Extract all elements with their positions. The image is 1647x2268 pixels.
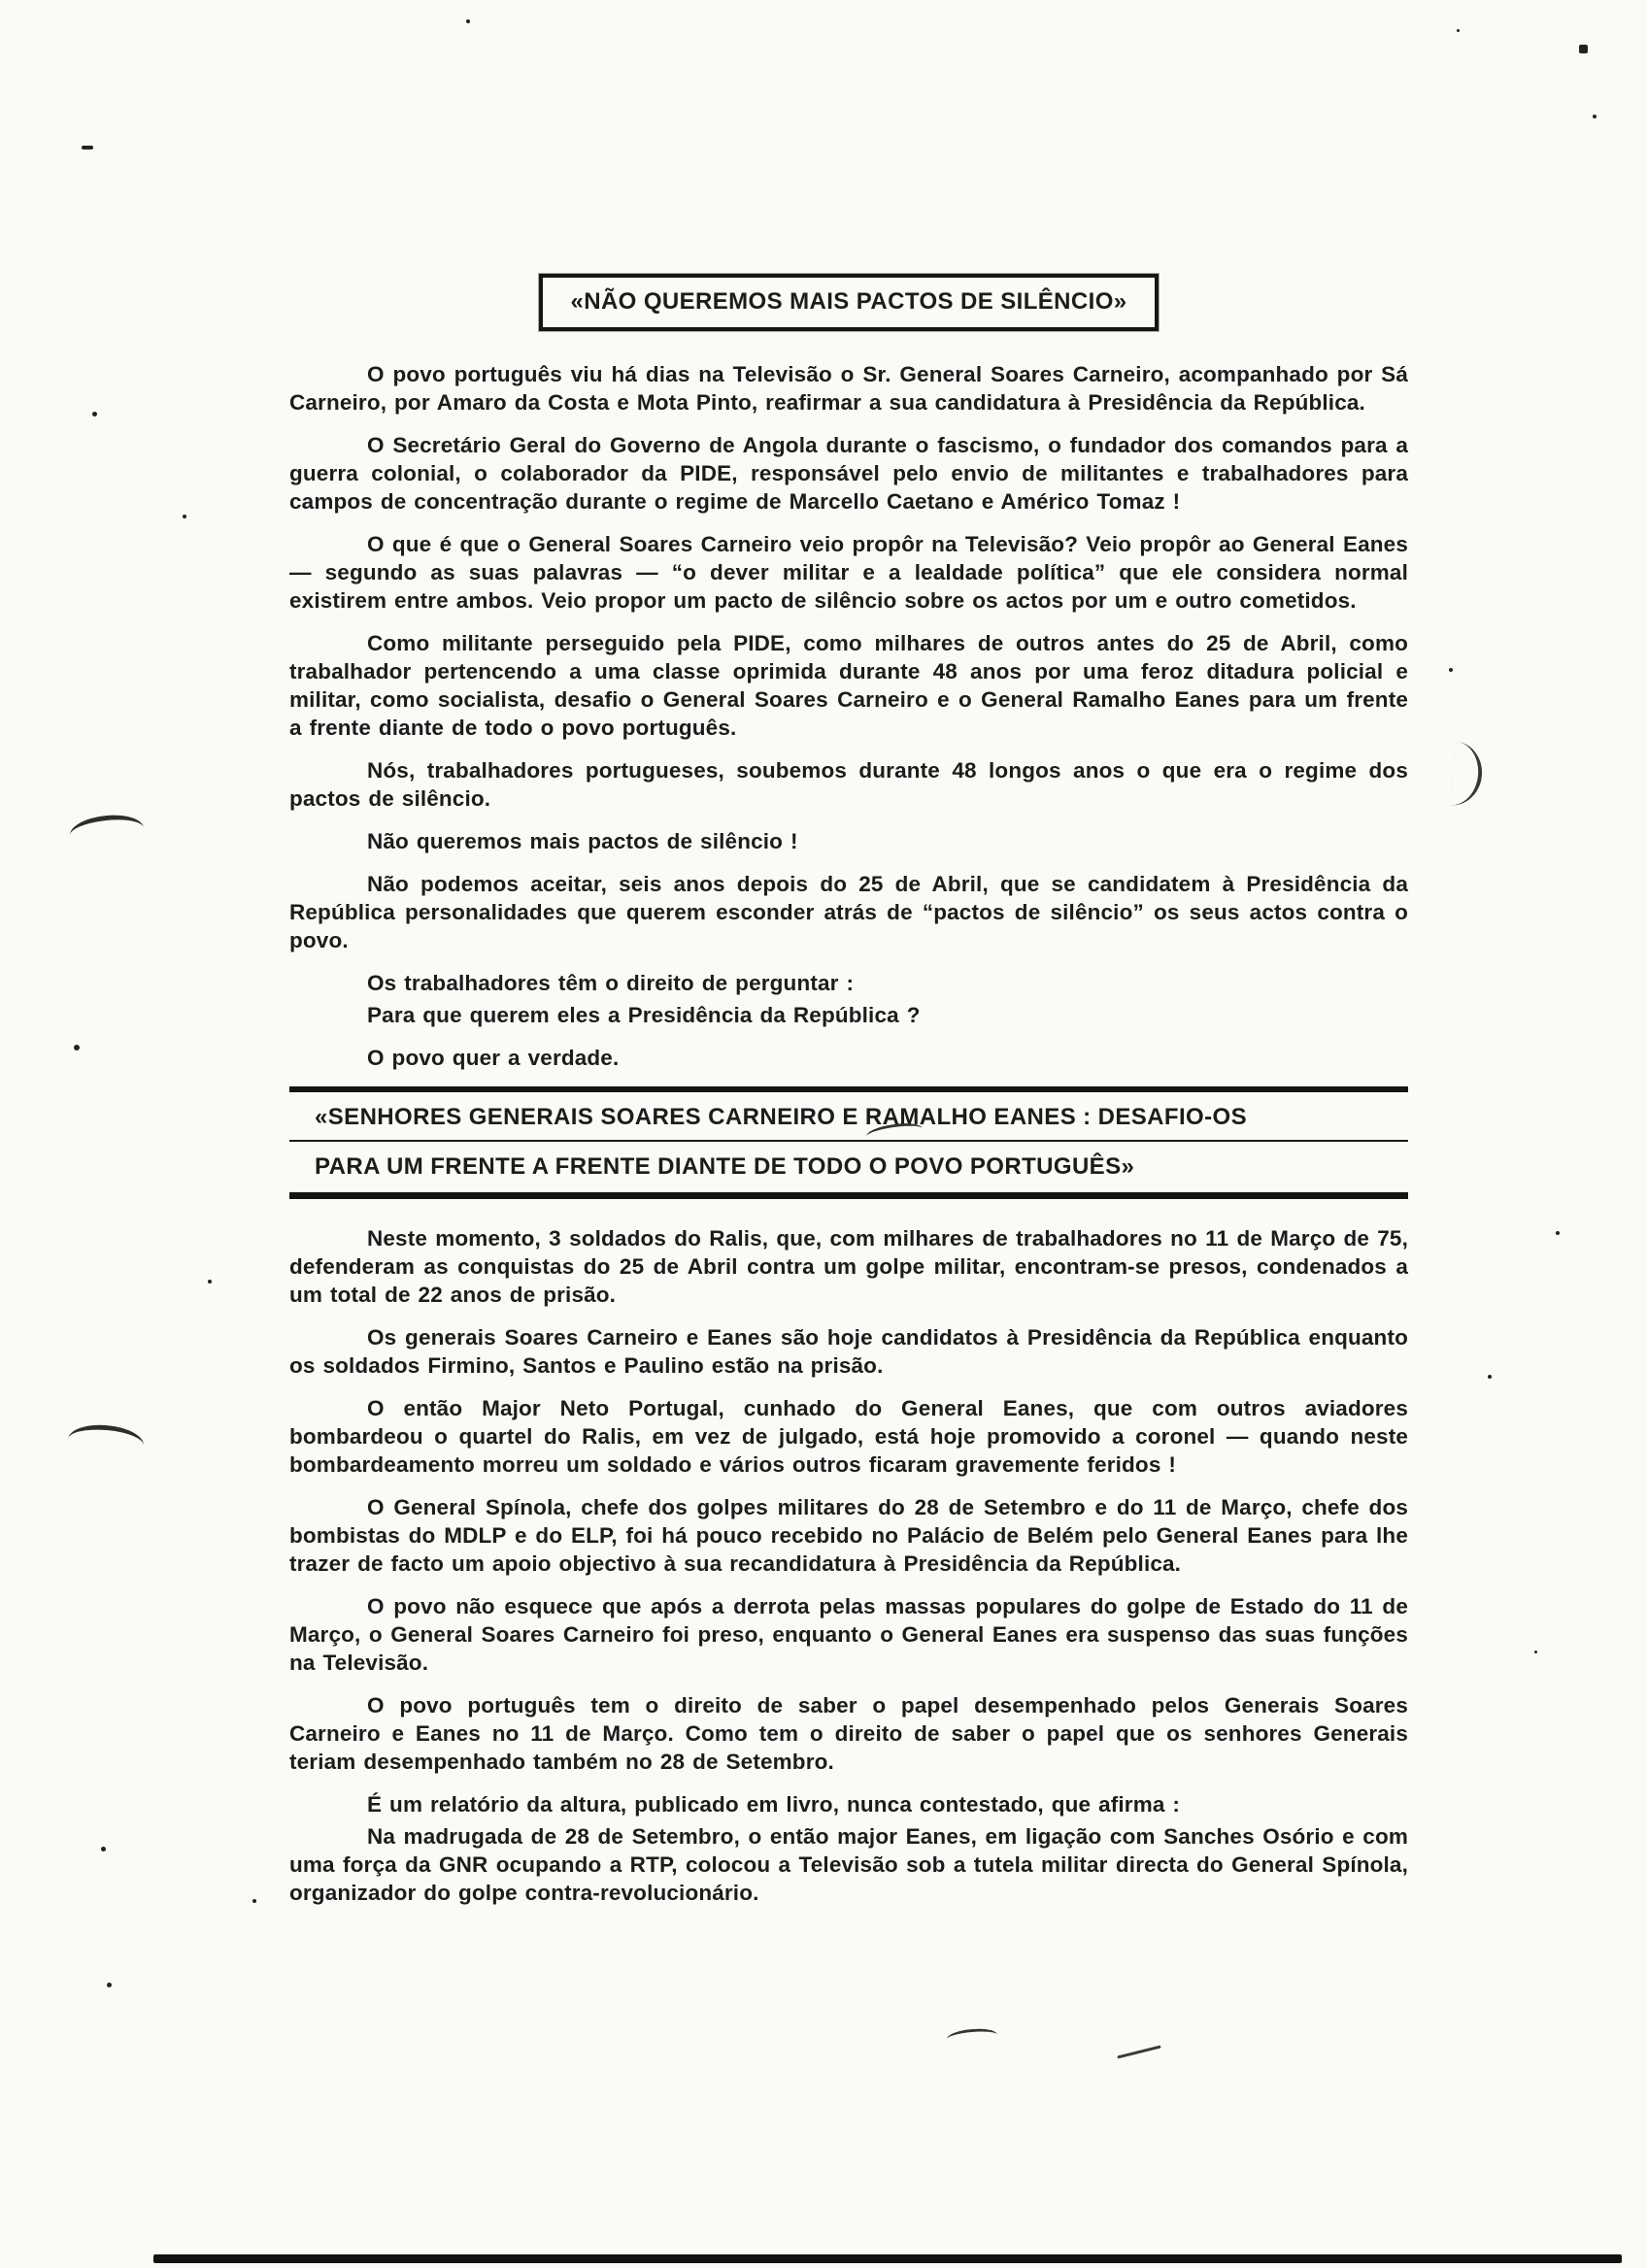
body-paragraph: Não queremos mais pactos de silêncio ! [367,829,798,853]
body-paragraph: Não podemos aceitar, seis anos depois do 25 de Abril, que se candidatem à Presidência da República personalidades que querem esconder atrás de “pactos de silêncio” os seus actos contra o povo. [289,872,1408,952]
scan-speck [1488,1375,1492,1379]
body-paragraph: O General Spínola, chefe dos golpes militares do 28 de Setembro e do 11 de Março, chefe dos bombistas do MDLP e do ELP, foi há pouco recebido no Palácio de Belém pelo General Eanes para lhe trazer de facto um apoio objectivo à sua recandidatura à Presidência da República. [289,1495,1408,1576]
scan-speck [1556,1231,1560,1235]
headline-2-line-2: PARA UM FRENTE A FRENTE DIANTE DE TODO O POVO PORTUGUÊS» [289,1142,1408,1199]
body-paragraph: O então Major Neto Portugal, cunhado do General Eanes, que com outros aviadores bombardeou o quartel do Ralis, em vez de julgado, está hoje promovido a coronel — quando neste bombardeamento morreu um soldado e vários outros ficaram gravemente feridos ! [289,1396,1408,1477]
headline-1: «NÃO QUEREMOS MAIS PACTOS DE SILÊNCIO» [570,288,1127,315]
body-paragraph: Nós, trabalhadores portugueses, soubemos durante 48 longos anos o que era o regime dos pactos de silêncio. [289,758,1408,811]
scan-artifact-arc [68,812,145,851]
scan-artifact-arc [67,1422,146,1463]
headline-2-block [289,1086,1408,1199]
scan-speck [101,1847,106,1851]
body-paragraph: O povo quer a verdade. [367,1046,620,1070]
body-paragraph: O povo português tem o direito de saber o papel desempenhado pelos Generais Soares Carneiro e Eanes no 11 de Março. Como tem o direito de saber o papel que os senhores Generais teriam desempenhado também no 28 de Setembro. [289,1693,1408,1774]
scan-edge-bar [153,2254,1622,2263]
body-paragraph: O que é que o General Soares Carneiro veio propôr na Televisão? Veio propôr ao General Eanes — segundo as suas palavras — “o dever militar e a lealdade política” que ele considera normal existirem entre ambos. Veio propor um pacto de silêncio sobre os actos por um e outro cometidos. [289,532,1408,613]
scan-artifact-squiggle [946,2027,997,2047]
scan-speck [1593,115,1597,118]
scan-speck [252,1899,256,1903]
headline-box [539,274,1158,331]
body-paragraph: O povo português viu há dias na Televisão o Sr. General Soares Carneiro, acompanhado por Sá Carneiro, por Amaro da Costa e Mota Pinto, reafirmar a sua candidatura à Presidência da República. [289,362,1408,415]
scan-speck [1579,45,1588,53]
scan-speck [183,515,186,518]
scan-speck [92,412,97,417]
scan-speck [1449,668,1453,672]
scan-speck [1457,29,1460,32]
scan-artifact-mark [1450,742,1486,809]
scan-speck [466,19,470,23]
body-paragraph: O povo não esquece que após a derrota pelas massas populares do golpe de Estado do 11 de Março, o General Soares Carneiro foi preso, enquanto o General Eanes era suspenso das suas funções na Televisão. [289,1594,1408,1675]
scan-speck [208,1280,212,1284]
body-paragraph: Os generais Soares Carneiro e Eanes são hoje candidatos à Presidência da República enquanto os soldados Firmino, Santos e Paulino estão na prisão. [289,1325,1408,1378]
body-paragraph: Para que querem eles a Presidência da República ? [367,1003,921,1027]
document-body [289,274,1408,1921]
body-paragraph: Os trabalhadores têm o direito de perguntar : [367,971,855,995]
body-paragraph: Como militante perseguido pela PIDE, como milhares de outros antes do 25 de Abril, como trabalhador pertencendo a uma classe oprimida durante 48 anos por uma feroz ditadura policial e militar, como socialista, desafio o General Soares Carneiro e o General Ramalho Eanes para um frente a frente diante de todo o povo português. [289,631,1408,740]
scan-speck [82,146,93,150]
scan-speck [1534,1651,1537,1653]
scan-speck [107,1983,112,1987]
scan-speck [74,1045,80,1051]
body-paragraph: O Secretário Geral do Governo de Angola durante o fascismo, o fundador dos comandos para a guerra colonial, o colaborador da PIDE, responsável pelo envio de militantes e trabalhadores para campos de concentração durante o regime de Marcello Caetano e Américo Tomaz ! [289,433,1408,514]
scan-artifact-mark [1117,2045,1160,2058]
body-paragraph: Na madrugada de 28 de Setembro, o então major Eanes, em ligação com Sanches Osório e com uma força da GNR ocupando a RTP, colocou a Televisão sob a tutela militar directa do General Spínola, organizador do golpe contra-revolucionário. [289,1824,1408,1905]
body-paragraph: Neste momento, 3 soldados do Ralis, que, com milhares de trabalhadores no 11 de Março de 75, defenderam as conquistas do 25 de Abril contra um golpe militar, encontram-se presos, condenados a um total de 22 anos de prisão. [289,1226,1408,1307]
body-paragraph: É um relatório da altura, publicado em livro, nunca contestado, que afirma : [367,1792,1181,1817]
headline-2-line-1: «SENHORES GENERAIS SOARES CARNEIRO E RAMALHO EANES : DESAFIO-OS [289,1092,1408,1142]
